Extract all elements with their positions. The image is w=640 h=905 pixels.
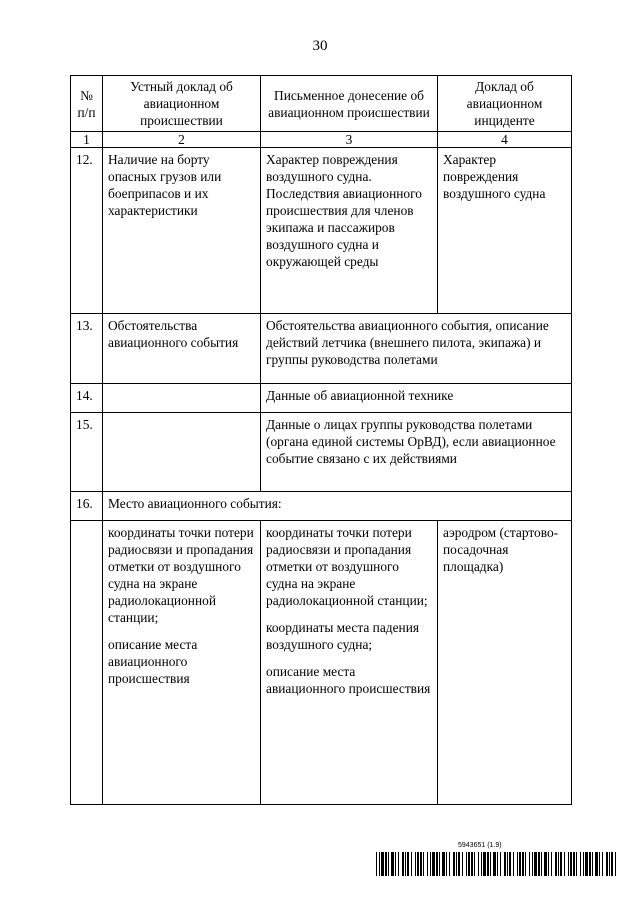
table-cell — [261, 521, 438, 805]
table-cell — [103, 384, 261, 413]
section-label: Место авиационного события: — [103, 492, 572, 521]
barcode — [376, 852, 616, 876]
table-cell: Обстоятельства авиационного события, описание действий летчика (внешнего пилота, экипажа) и группы руководства полетами — [261, 314, 572, 384]
table-cell: Данные об авиационной технике — [261, 384, 572, 413]
column-number: 4 — [438, 132, 572, 148]
paragraph: координаты места падения воздушного судна; — [266, 620, 420, 652]
barcode-text: 5943651 (1.9) — [458, 842, 502, 849]
header-oral-report: Устный доклад об авиационном происшествии — [103, 76, 261, 132]
paragraph: координаты точки потери радиосвязи и пропадания отметки от воздушного судна на экране радиолокационной станции; — [266, 525, 428, 608]
table-row — [71, 314, 572, 384]
column-number: 1 — [71, 132, 103, 148]
barcode-block — [376, 842, 616, 878]
header-row — [71, 76, 572, 132]
table-cell: Обстоятельства авиационного события — [103, 314, 261, 384]
table-row — [71, 384, 572, 413]
row-number: 13. — [71, 314, 103, 384]
paragraph: аэродром (стартово-посадочная площадка) — [443, 525, 559, 574]
table-row — [71, 492, 572, 521]
paragraph: координаты точки потери радиосвязи и пропадания отметки от воздушного судна на экране радиолокационной станции; — [108, 525, 254, 625]
table-cell — [103, 413, 261, 492]
row-number: 15. — [71, 413, 103, 492]
table-cell: Наличие на борту опасных грузов или боеприпасов и их характеристики — [103, 148, 261, 314]
column-number: 2 — [103, 132, 261, 148]
table-cell: Характер повреждения воздушного судна. Последствия авиационного происшествия для членов экипажа и пассажиров воздушного судна и окружающей среды — [261, 148, 438, 314]
header-number: № п/п — [71, 76, 103, 132]
report-table — [70, 75, 572, 805]
paragraph: описание места авиационного происшествия — [266, 664, 431, 696]
paragraph: описание места авиационного происшествия — [108, 637, 198, 686]
table-row — [71, 148, 572, 314]
header-written-report: Письменное донесение об авиационном происшествии — [261, 76, 438, 132]
table-cell — [71, 521, 103, 805]
table-cell — [103, 521, 261, 805]
header-incident-report: Доклад об авиационном инциденте — [438, 76, 572, 132]
table-cell: Данные о лицах группы руководства полетами (органа единой системы ОрВД), если авиационное событие связано с их действиями — [261, 413, 572, 492]
row-number: 16. — [71, 492, 103, 521]
table-row — [71, 413, 572, 492]
column-number: 3 — [261, 132, 438, 148]
row-number: 12. — [71, 148, 103, 314]
table-row — [71, 521, 572, 805]
table-cell: Характер повреждения воздушного судна — [438, 148, 572, 314]
page-number: 30 — [312, 38, 328, 54]
row-number: 14. — [71, 384, 103, 413]
table-cell — [438, 521, 572, 805]
column-number-row — [71, 132, 572, 148]
